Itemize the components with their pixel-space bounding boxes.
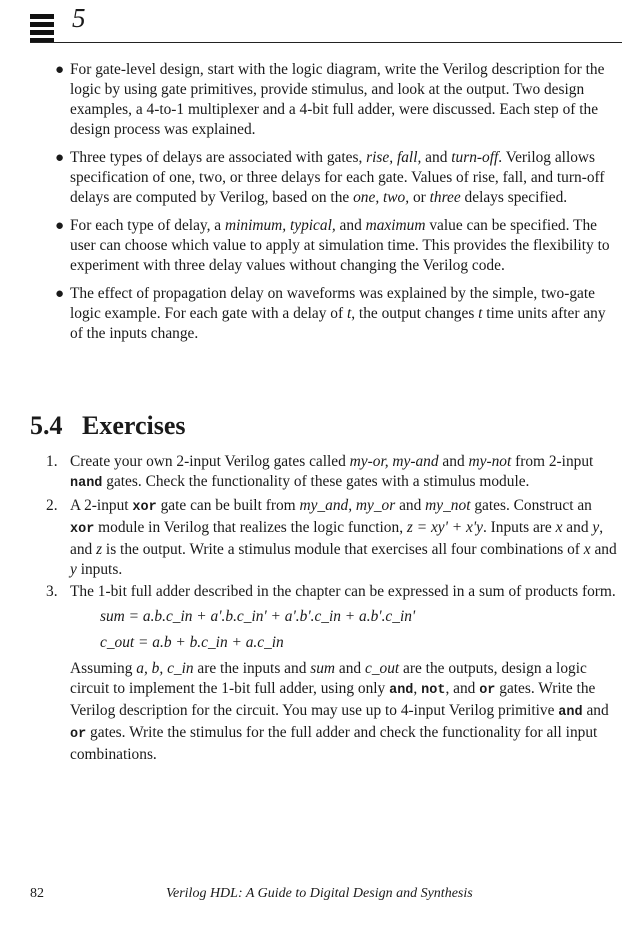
text-run: gates. Construct an [470, 497, 592, 514]
verilog-keyword: not [421, 683, 446, 698]
summary-bullet [52, 60, 620, 140]
text-run: time units after any of the inputs change. [70, 305, 606, 342]
italic-term: t [478, 305, 483, 322]
text-run: from 2-input [511, 453, 594, 470]
italic-term: x [555, 519, 563, 536]
text-run: and [421, 149, 452, 166]
bullet-icon: ● [55, 150, 65, 166]
italic-term: maximum [365, 217, 426, 234]
verilog-keyword: and [389, 683, 414, 698]
summary-bullet [52, 148, 620, 208]
text-run: The effect of propagation delay on waveforms was explained by the simple, two-gate logic example. For each gate with a delay of [70, 285, 595, 322]
text-run: and [395, 497, 426, 514]
bullet-icon: ● [55, 62, 65, 78]
text-run: A 2-input [70, 497, 133, 514]
text-run: , and [70, 519, 604, 558]
book-title: Verilog HDL: A Guide to Digital Design and Synthesis [166, 886, 473, 901]
equation: c_out = a.b + b.c_in + a.c_in [100, 634, 284, 651]
summary-bullet [52, 284, 620, 344]
italic-term: z [96, 541, 103, 558]
bullet-icon: ● [55, 286, 65, 302]
text-run: gates. Check the functionality of these gates with a stimulus module. [102, 473, 530, 490]
italic-term: rise, fall, [366, 149, 422, 166]
text-run: are the outputs, design a logic circuit to implement the 1-bit full adder, using only [70, 660, 587, 697]
italic-term: turn-off [451, 149, 499, 166]
text-run: , and [445, 680, 480, 697]
verilog-keyword: and [558, 705, 583, 720]
italic-term: x [583, 541, 591, 558]
exercise-item [46, 582, 620, 765]
text-run: . Inputs are [482, 519, 556, 536]
text-run: and [562, 519, 593, 536]
verilog-keyword: xor [70, 522, 95, 537]
text-run: are the inputs and [193, 660, 311, 677]
text-run: gate can be built from [156, 497, 300, 514]
text-run: For each type of delay, a [70, 217, 225, 234]
text-run: The 1-bit full adder described in the chapter can be expressed in a sum of products form. [70, 583, 616, 600]
verilog-keyword: or [479, 683, 496, 698]
chapter-header [30, 4, 622, 44]
summary-bullet-list [52, 60, 620, 352]
italic-term: my-not [468, 453, 512, 470]
italic-term: sum [310, 660, 336, 677]
text-run: gates. Write the Verilog description for the circuit. You may use up to 4-input Verilog primitive [70, 680, 596, 719]
page-number: 82 [30, 886, 44, 901]
exercise-number: 2. [46, 497, 58, 514]
italic-term: a, b, c_in [136, 660, 194, 677]
text-run: , the output changes [351, 305, 479, 322]
text-run: delays specified. [460, 189, 568, 206]
text-run: and [335, 217, 366, 234]
exercise-number: 3. [46, 583, 58, 600]
text-run: gates. Write the stimulus for the full adder and check the functionality for all input combinations. [70, 724, 598, 763]
text-run: value can be specified. The user can choose which value to apply at simulation time. This provides the flexibility to experiment with three delay values without changing the Verilog code. [70, 217, 610, 274]
verilog-keyword: or [70, 727, 87, 742]
exercise-list [46, 452, 620, 767]
text-run: module in Verilog that realizes the logic function, [94, 519, 407, 536]
text-run: and [438, 453, 469, 470]
exercise-item [46, 496, 620, 580]
text-run: and [582, 702, 609, 719]
italic-term: my_and, my_or [299, 497, 396, 514]
text-run: , [413, 680, 422, 697]
italic-term: my-or, my-and [349, 453, 439, 470]
exercise-paragraph [70, 659, 620, 765]
italic-term: z = xy' + x'y [406, 519, 483, 536]
italic-term: three [429, 189, 461, 206]
chapter-number: 5 [72, 3, 86, 33]
text-run: or [409, 189, 430, 206]
text-run: is the output. Write a stimulus module that exercises all four combinations of [102, 541, 584, 558]
italic-term: one, two, [353, 189, 410, 206]
text-run: inputs. [76, 561, 123, 578]
exercise-item [46, 452, 620, 494]
text-run: Create your own 2-input Verilog gates called [70, 453, 350, 470]
text-run: For gate-level design, start with the logic diagram, write the Verilog description for the logic by using gate primitives, provide stimulus, and look at the output. Two design examples, a 4-to-1 multiplexer and a 4-bit full adder, were discussed. Each step of the design process was explained. [70, 61, 605, 138]
section-number: 5.4 [30, 411, 63, 440]
section-heading [30, 410, 590, 442]
header-rule [30, 42, 622, 43]
section-title: Exercises [82, 411, 186, 440]
verilog-keyword: xor [132, 500, 157, 515]
italic-term: y [70, 561, 77, 578]
bullet-icon: ● [55, 218, 65, 234]
equation: sum = a.b.c_in + a'.b.c_in' + a'.b'.c_in + a.b'.c_in' [100, 608, 416, 625]
text-run: and [590, 541, 617, 558]
exercise-number: 1. [46, 453, 58, 470]
italic-term: t [346, 305, 352, 322]
italic-term: minimum, typical, [224, 217, 336, 234]
text-run: Three types of delays are associated with gates, [70, 149, 367, 166]
text-run: Assuming [70, 660, 137, 677]
italic-term: my_not [425, 497, 471, 514]
text-run: . Verilog allows specification of one, two, or three delays for each gate. Values of rise, fall, and turn-off delays are computed by Verilog, based on the [70, 149, 605, 206]
summary-bullet [52, 216, 620, 276]
italic-term: c_out [364, 660, 400, 677]
text-run: and [335, 660, 365, 677]
verilog-keyword: nand [70, 476, 103, 491]
italic-term: y [592, 519, 600, 536]
